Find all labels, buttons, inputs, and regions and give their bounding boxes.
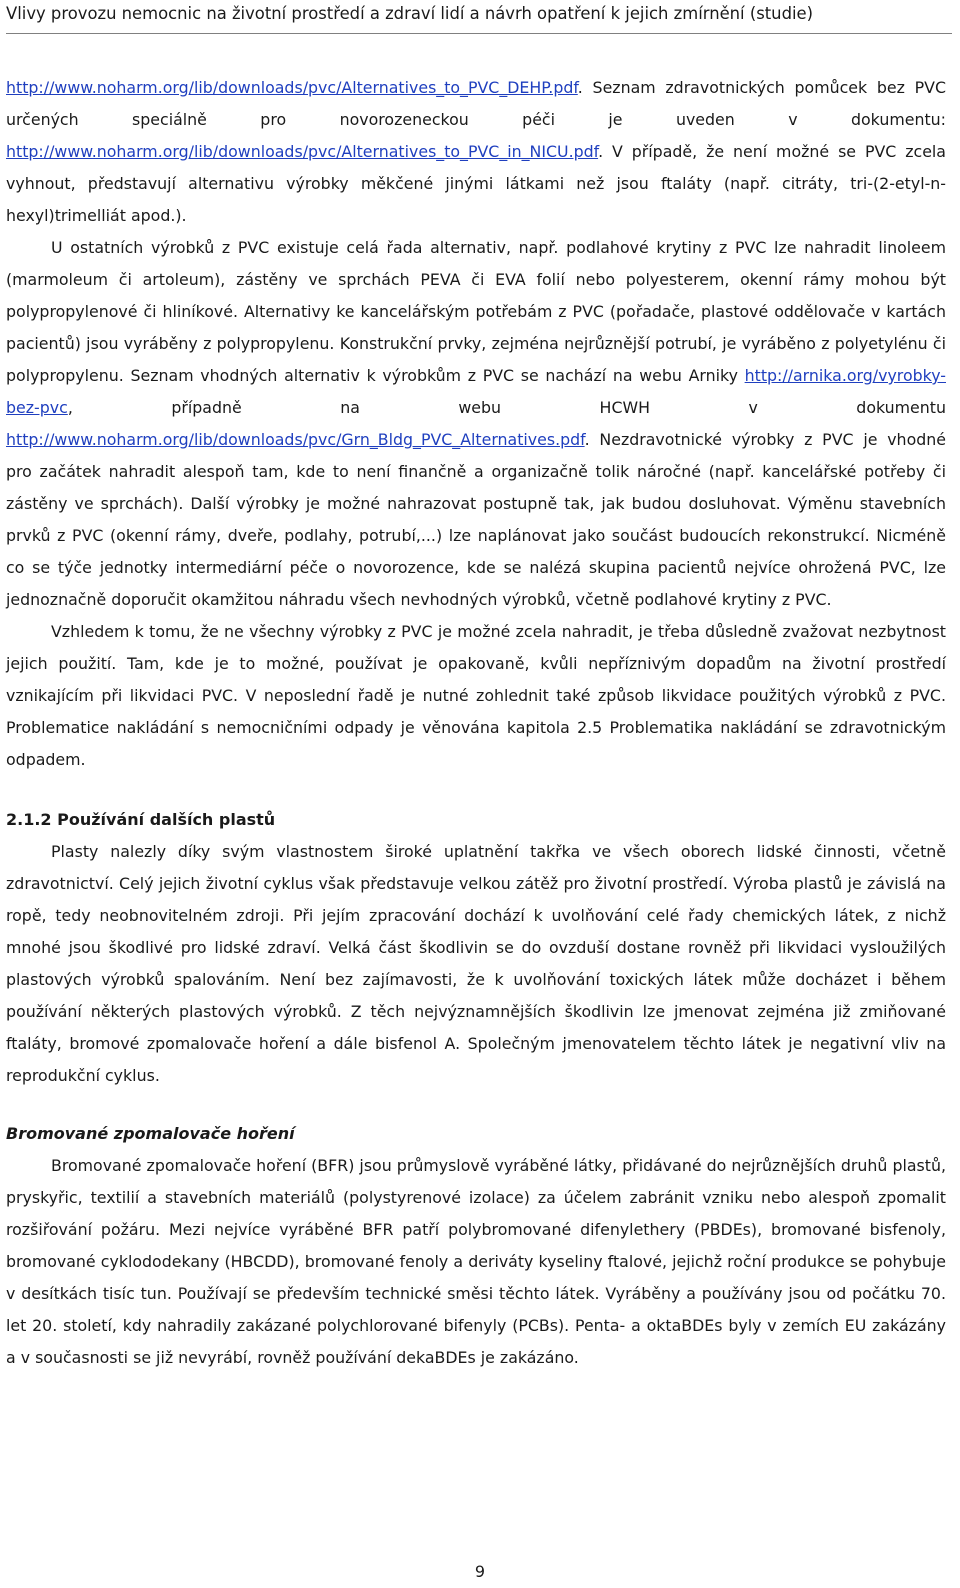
section-heading: 2.1.2 Používání dalších plastů: [6, 810, 276, 829]
paragraph-bfr: Bromované zpomalovače hoření (BFR) jsou průmyslově vyráběné látky, přidávané do nejrůznějších druhů plastů, pryskyřic, textilií a stavebních materiálů (polystyrenové izolace) za účelem zabránit vzniku nebo alespoň zpomalit rozšiřování požáru. Mezi nejvíce vyráběné BFR patří polybromované difenylethery (PBDEs), bromované bisfenoly, bromované cyklododekany (HBCDD), bromované fenoly a deriváty kyseliny ftalové, jejichž roční produkce se pohybuje v desítkách tisíc tun. Používají se především technické směsi těchto látek. Vyráběny a používány jsou od počátku 70. let 20. století, kdy nahradily zakázané polychlorované bifenyly (PCBs). Penta- a oktaBDEs byly v zemích EU zakázány a v současnosti se již nevyrábí, rovněž používání dekaBDEs je zakázáno.: [6, 1156, 946, 1367]
page-number: 9: [474, 1562, 486, 1581]
paragraph-pvc-alternatives-links: [6, 72, 946, 232]
link-grn-bldg-pvc[interactable]: http://www.noharm.org/lib/downloads/pvc/Grn_Bldg_PVC_Alternatives.pdf: [6, 430, 585, 449]
spacer: [6, 776, 946, 804]
paragraph-text: , případně na webu HCWH v dokumentu: [67, 398, 946, 417]
subsection-heading: Bromované zpomalovače hoření: [6, 1124, 295, 1143]
paragraph-pvc-disposal: Vzhledem k tomu, že ne všechny výrobky z PVC je možné zcela nahradit, je třeba důsledně zvažovat nezbytnost jejich použití. Tam, kde je to možné, používat je opakovaně, kvůli nepříznivým dopadům na životní prostředí vznikajícím při likvidaci PVC. V neposlední řadě je nutné zohlednit také způsob likvidace použitých výrobků z PVC. Problematice nakládání s nemocničními odpady je věnována kapitola 2.5 Problematika nakládání se zdravotnickým odpadem.: [6, 622, 946, 769]
header-divider: [6, 33, 952, 34]
paragraph-text: . Nezdravotnické výrobky z PVC je vhodné pro začátek nahradit alespoň tam, kde to není finančně a organizačně tolik náročné (např. kancelářské potřeby či zástěny ve sprchách). Další výrobky je možné nahrazovat postupně tak, jak budou dosluhovat. Výměnu stavebních prvků z PVC (okenní rámy, dveře, podlahy, potrubí,...) lze naplánovat jako součást budoucích rekonstrukcí. Nicméně co se týče jednotky intermediární péče o novorozence, kde se nalézá skupina pacientů nejvíce ohrožená PVC, lze jednoznačně doporučit okamžitou náhradu všech nevhodných výrobků, včetně podlahové krytiny z PVC.: [6, 430, 946, 609]
paragraph-text: . Seznam zdravotnických pomůcek bez PVC určených speciálně pro novorozeneckou péči je uveden v dokumentu:: [6, 78, 946, 129]
link-alternatives-dehp[interactable]: http://www.noharm.org/lib/downloads/pvc/Alternatives_to_PVC_DEHP.pdf: [6, 78, 578, 97]
running-header: Vlivy provozu nemocnic na životní prostředí a zdraví lidí a návrh opatření k jejich zmírnění (studie): [6, 4, 814, 23]
spacer: [6, 1092, 946, 1118]
paragraph-plastics: Plasty nalezly díky svým vlastnostem široké uplatnění takřka ve všech oborech lidské činnosti, včetně zdravotnictví. Celý jejich životní cyklus však představuje velkou zátěž pro životní prostředí. Výroba plastů je závislá na ropě, tedy neobnovitelném zdroji. Při jejím zpracování dochází k uvolňování celé řady chemických látek, z nichž mnohé jsou škodlivé pro lidské zdraví. Velká část škodlivin se do ovzduší dostane rovněž při likvidaci vysloužilých plastových výrobků spalováním. Není bez zajímavosti, že k uvolňování toxických látek může docházet i během používání některých plastových výrobků. Z těch nejvýznamnějších škodlivin lze jmenovat zejména již zmiňované ftaláty, bromové zpomalovače hoření a dále bisfenol A. Společným jmenovatelem těchto látek je negativní vliv na reprodukční cyklus.: [6, 842, 946, 1085]
paragraph-other-pvc-products: [6, 232, 946, 616]
link-alternatives-nicu[interactable]: http://www.noharm.org/lib/downloads/pvc/Alternatives_to_PVC_in_NICU.pdf: [6, 142, 599, 161]
paragraph-text: U ostatních výrobků z PVC existuje celá řada alternativ, např. podlahové krytiny z PVC lze nahradit linoleem (marmoleum či artoleum), zástěny ve sprchách PEVA či EVA folií nebo polyesterem, okenní rámy mohou být polypropylenové či hliníkové. Alternativy ke kancelářským potřebám z PVC (pořadače, plastové oddělovače v kartách pacientů) jsou vyráběny z polypropylenu. Konstrukční prvky, zejména nejrůznější potrubí, je vyráběno z polyetylénu či polypropylenu. Seznam vhodných alternativ k výrobkům z PVC se nachází na webu Arniky: [6, 238, 946, 385]
link-arnika[interactable]: http://arnika.org/vyrobky-bez-pvc: [6, 366, 946, 417]
document-body: [6, 72, 946, 1374]
paragraph-text: . V případě, že není možné se PVC zcela vyhnout, představují alternativu výrobky měkčené jinými látkami než jsou ftaláty (např. citráty, tri-(2-etyl-n-hexyl)trimelliát apod.).: [6, 142, 946, 225]
